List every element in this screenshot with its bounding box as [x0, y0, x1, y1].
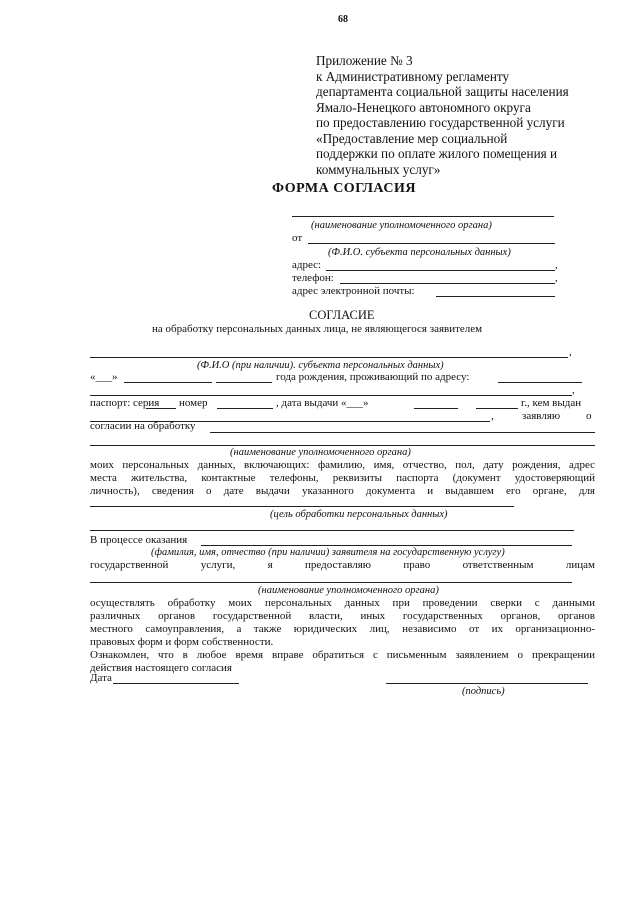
applicant-field[interactable] [201, 545, 572, 546]
date-field[interactable] [113, 683, 239, 684]
purpose-field-2[interactable] [90, 530, 574, 531]
authority-caption: (наименование уполномоченного органа) [311, 220, 492, 231]
form-title: ФОРМА СОГЛАСИЯ [272, 181, 416, 196]
authority-field-2b[interactable] [90, 445, 595, 446]
passport-number-label: номер [179, 397, 208, 409]
purpose-field[interactable] [90, 506, 514, 507]
appendix-line: Приложение № 3 [316, 53, 413, 68]
para3-line: Ознакомлен, что в любое время вправе обратиться с письменным заявлением о прекращении [90, 649, 595, 661]
passport-number-field[interactable] [217, 408, 273, 409]
birth-day-quote: «___» [90, 371, 118, 383]
issue-date-label: , дата выдачи «___» [276, 397, 369, 409]
authority-caption-2: (наименование уполномоченного органа) [230, 447, 411, 458]
consent-to-label: согласии на обработку [90, 420, 196, 432]
residence-field-2[interactable] [90, 395, 572, 396]
subject-caption: (Ф.И.О. субъекта персональных данных) [328, 247, 511, 258]
in-process-label: В процессе оказания [90, 534, 188, 546]
birth-month-field[interactable] [124, 382, 212, 383]
passport-series-label: паспорт: серия [90, 397, 160, 409]
para1-line: моих персональных данных, включающих: фамилию, имя, отчество, пол, дату рождения, адрес [90, 459, 595, 471]
phone-field[interactable] [340, 283, 555, 284]
signature-field[interactable] [386, 683, 588, 684]
email-field[interactable] [436, 296, 555, 297]
para1-line: личность), сведения о дате выдачи указанного документа и выдавшем его органе, для [90, 485, 595, 497]
appendix-block [316, 53, 569, 177]
fio-caption: (Ф.И.О (при наличии). субъекта персональных данных) [197, 360, 444, 371]
issue-month-field[interactable] [414, 408, 458, 409]
o-word: о [586, 410, 592, 422]
page-number: 68 [338, 14, 348, 25]
authority-caption-3: (наименование уполномоченного органа) [258, 585, 439, 596]
residence-field[interactable] [498, 382, 582, 383]
para2-line: правовых форм и форм собственности. [90, 636, 274, 648]
appendix-line: департамента социальной защиты населения [316, 84, 569, 99]
authority-field-3[interactable] [90, 582, 572, 583]
para2-line: местного самоуправления, а также юридических лиц, независимо от их организационно- [90, 623, 595, 635]
appendix-line: по предоставлению государственной услуги [316, 115, 565, 130]
appendix-line: коммунальных услуг» [316, 161, 441, 177]
appendix-line: «Предоставление мер социальной [316, 130, 508, 146]
applicant-caption: (фамилия, имя, отчество (при наличии) заявителя на государственную услугу) [151, 547, 505, 558]
passport-series-field[interactable] [146, 408, 176, 409]
fio-field[interactable] [90, 357, 568, 358]
issue-year-field[interactable] [476, 408, 518, 409]
address-field[interactable] [326, 270, 555, 271]
consent-subheading: на обработку персональных данных лица, не являющегося заявителем [152, 323, 483, 335]
authority-field-2[interactable] [210, 432, 595, 433]
para3-line: действия настоящего согласия [90, 662, 232, 674]
para2-line: осуществлять обработку моих персональных данных при проведении сверки с данными [90, 597, 595, 609]
email-label: адрес электронной почты: [292, 285, 415, 297]
purpose-caption: (цель обработки персональных данных) [270, 509, 448, 520]
issued-by-label: г., кем выдан [521, 397, 582, 409]
appendix-line: поддержки по оплате жилого помещения и [316, 146, 558, 161]
from-label: от [292, 232, 303, 244]
address-label: адрес: [292, 259, 322, 271]
subject-field[interactable] [308, 243, 555, 244]
para2-line: различных органов государственной власти, иных государственных органов, органов [90, 610, 595, 622]
birth-year-field[interactable] [216, 382, 272, 383]
birth-text: года рождения, проживающий по адресу: [276, 371, 470, 383]
date-label: Дата [90, 672, 112, 684]
declare-word: заявляю [522, 410, 561, 422]
consent-heading: СОГЛАСИЕ [309, 308, 375, 322]
signature-caption: (подпись) [462, 686, 505, 697]
authority-field[interactable] [292, 216, 554, 217]
para1-line: места жительства, контактные телефоны, реквизиты паспорта (документ удостоверяющий [90, 472, 595, 484]
appendix-line: к Административному регламенту [316, 68, 510, 84]
phone-label: телефон: [292, 272, 334, 284]
appendix-line: Ямало-Ненецкого автономного округа [316, 99, 531, 115]
gov-service-line: государственной услуги, я предоставляю право ответственным лицам [90, 559, 595, 571]
